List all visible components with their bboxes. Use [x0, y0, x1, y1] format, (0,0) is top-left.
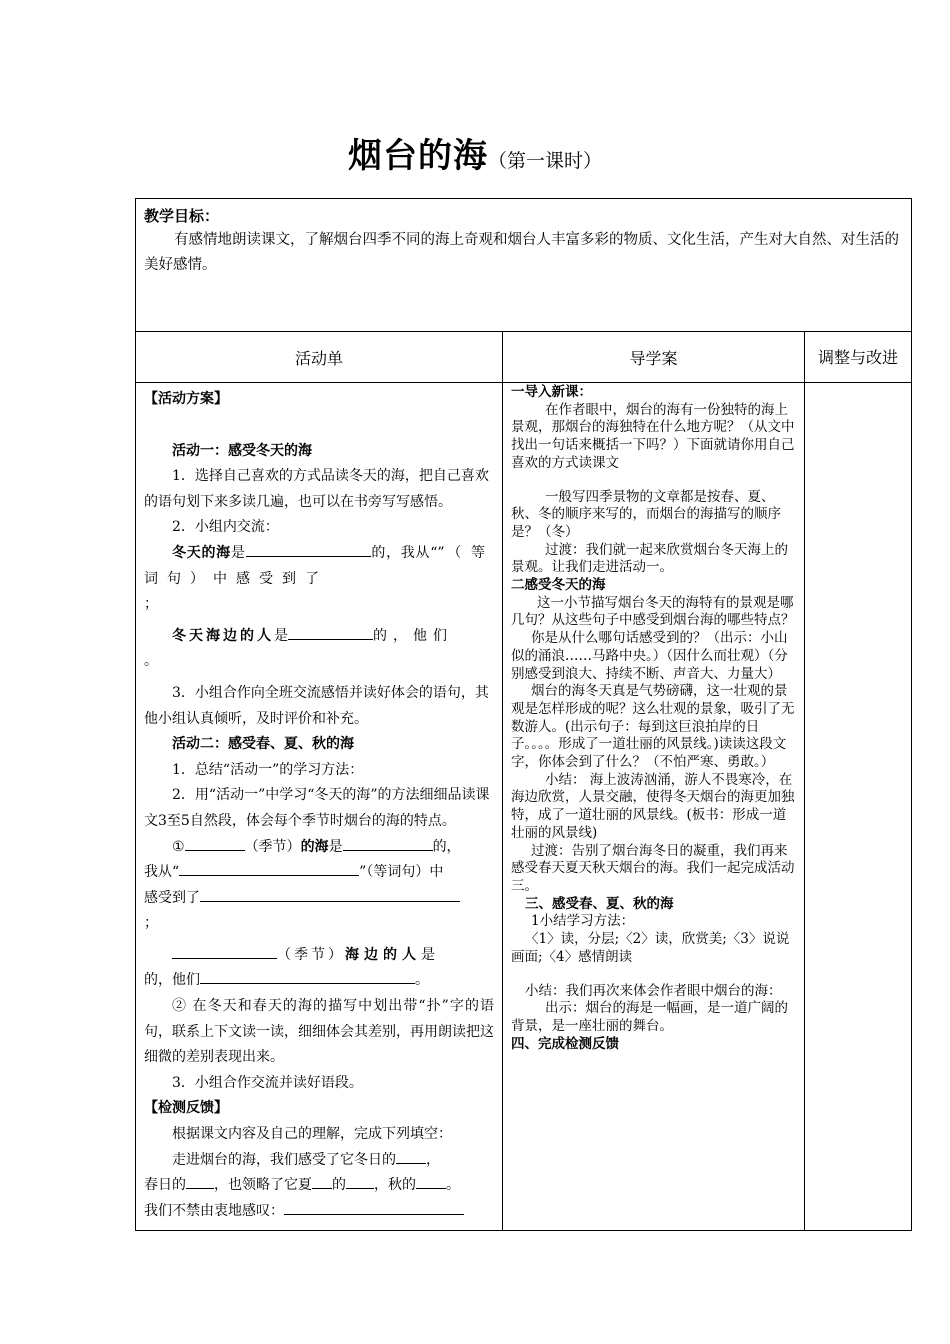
act1-title: 活动一：感受冬天的海 — [172, 442, 312, 459]
fill-winter-sea: 冬天的海是 的，我从“”（等词句）中感受到了 ； — [144, 541, 494, 618]
guide-s1-p3: 过渡：我们就一起来欣赏烟台冬天海上的景观。让我们走进活动一。 — [511, 541, 788, 576]
guide-s3-title: 三、感受春、夏、秋的海 — [525, 895, 674, 912]
goals-heading: 教学目标： — [144, 207, 220, 225]
act1-item2: 2．小组内交流： — [172, 519, 279, 536]
guide-s1-p1: 在作者眼中，烟台的海有一份独特的海上景观，那烟台的海独特在什么地方呢？（从文中找出一句话来概括一下吗？）下面就请你用自己喜欢的方式读课文 — [511, 401, 795, 471]
lesson-table — [135, 198, 912, 1231]
act2-item-circle2: ② 在冬天和春天的海的描写中划出带“扑”字的语句，联系上下文读一读，细细体会其差别，再用朗读把这细微的差别表现出来。 — [144, 998, 494, 1066]
fill-season-feel: 感受到了 ； — [144, 886, 494, 937]
title-sub: （第一课时） — [487, 150, 602, 172]
guide-s1-p2: 一般写四季景物的文章都是按春、夏、秋、冬的顺序来写的，而烟台的海描写的顺序是？（冬） — [511, 488, 781, 540]
goals-text: 有感情地朗读课文，了解烟台四季不同的海上奇观和烟台人丰富多彩的物质、文化生活，产生对大自然、对生活的美好感情。 — [144, 232, 899, 273]
guide-s3-p2: 〈1〉读，分层;〈2〉读，欣赏美;〈3〉说说画面;〈4〉感情朗读 — [511, 931, 790, 965]
fill-season-phrase: 我从“ ”（等词句）中 — [144, 860, 494, 886]
guide-s2-p2: 你是从什么哪句话感受到的？（出示：小山似的涌浪……马路中央。）（因什么而壮观）（分别感受到浪大、持续不断、声音大、力量大） — [511, 630, 788, 682]
header-adjust: 调整与改进 — [805, 332, 912, 383]
act2-item3: 3．小组合作交流并读好语段。 — [172, 1074, 363, 1091]
guide-s4-title: 四、完成检测反馈 — [511, 1035, 619, 1052]
activity-column — [136, 383, 503, 1231]
guide-s1-title: 一导入新课： — [511, 384, 592, 400]
check-title: 【检测反馈】 — [144, 1100, 228, 1117]
guide-s3-p4: 出示：烟台的海是一幅画，是一道广阔的背景，是一座壮丽的舞台。 — [511, 1000, 788, 1034]
guide-s2-p3: 烟台的海冬天真是气势磅礴，这一壮观的景观是怎样形成的呢？这么壮观的景象，吸引了无数游人。(出示句子：每到这巨浪拍岸的日子。。。。形成了一道壮丽的风景线。)读读这段文字，你体会到了什么？（不怕严寒、勇敢。） — [511, 683, 795, 771]
plan-title: 【活动方案】 — [144, 391, 228, 407]
guide-s2-p1: 这一小节描写烟台冬天的海特有的景观是哪几句？从这些句子中感受到烟台海的哪些特点？ — [511, 594, 795, 629]
fill-season-sea: ① （季节）的海是 的， — [144, 835, 494, 861]
title-main: 烟台的海 — [347, 136, 488, 176]
act2-title: 活动二：感受春、夏、秋的海 — [172, 736, 354, 753]
act1-item3: 3．小组合作向全班交流感悟并读好体会的语句，其他小组认真倾听，及时评价和补充。 — [144, 684, 489, 727]
act2-item2: 2．用“活动一”中学习“冬天的海”的方法细细品读课文3至5自然段，体会每个季节时烟台的海的特点。 — [144, 787, 490, 829]
header-guide: 导学案 — [503, 332, 805, 383]
guide-s3-p1: 1小结学习方法： — [531, 913, 635, 930]
adjust-column — [805, 383, 912, 1231]
fill-winter-people: 冬天海边的人是 的，他们 。 — [144, 624, 494, 675]
fill-season-people: （季节）海边的人是 的，他们 。 — [144, 943, 494, 994]
header-activity: 活动单 — [136, 332, 503, 383]
goals-cell — [136, 199, 912, 332]
page-title — [0, 128, 950, 177]
guide-s3-p3: 小结：我们再次来体会作者眼中烟台的海： — [525, 982, 782, 999]
guide-s2-p4: 小结： 海上波涛汹涌，游人不畏寒冷，在海边欣赏，人景交融，使得冬天烟台的海更加独特，成了一道壮丽的风景线。(板书：形成一道壮丽的风景线) — [511, 771, 795, 841]
guide-column — [503, 383, 805, 1231]
guide-s2-title: 二感受冬天的海 — [511, 577, 606, 594]
act1-item1: 1．选择自己喜欢的方式品读冬天的海，把自己喜欢的语句划下来多读几遍，也可以在书旁写写感悟。 — [144, 468, 489, 510]
check-intro: 根据课文内容及自己的理解，完成下列填空： — [172, 1126, 452, 1143]
check-fill: 走进烟台的海，我们感受了它冬日的 ， 春日的 ，也领略了它夏 的 ，秋的 。 我们不禁由衷地感叹： — [144, 1148, 494, 1225]
guide-s2-p5: 过渡：告别了烟台海冬日的凝重，我们再来感受春天夏天秋天烟台的海。我们一起完成活动三。 — [511, 842, 795, 894]
act2-item1: 1．总结“活动一”的学习方法： — [172, 761, 364, 778]
